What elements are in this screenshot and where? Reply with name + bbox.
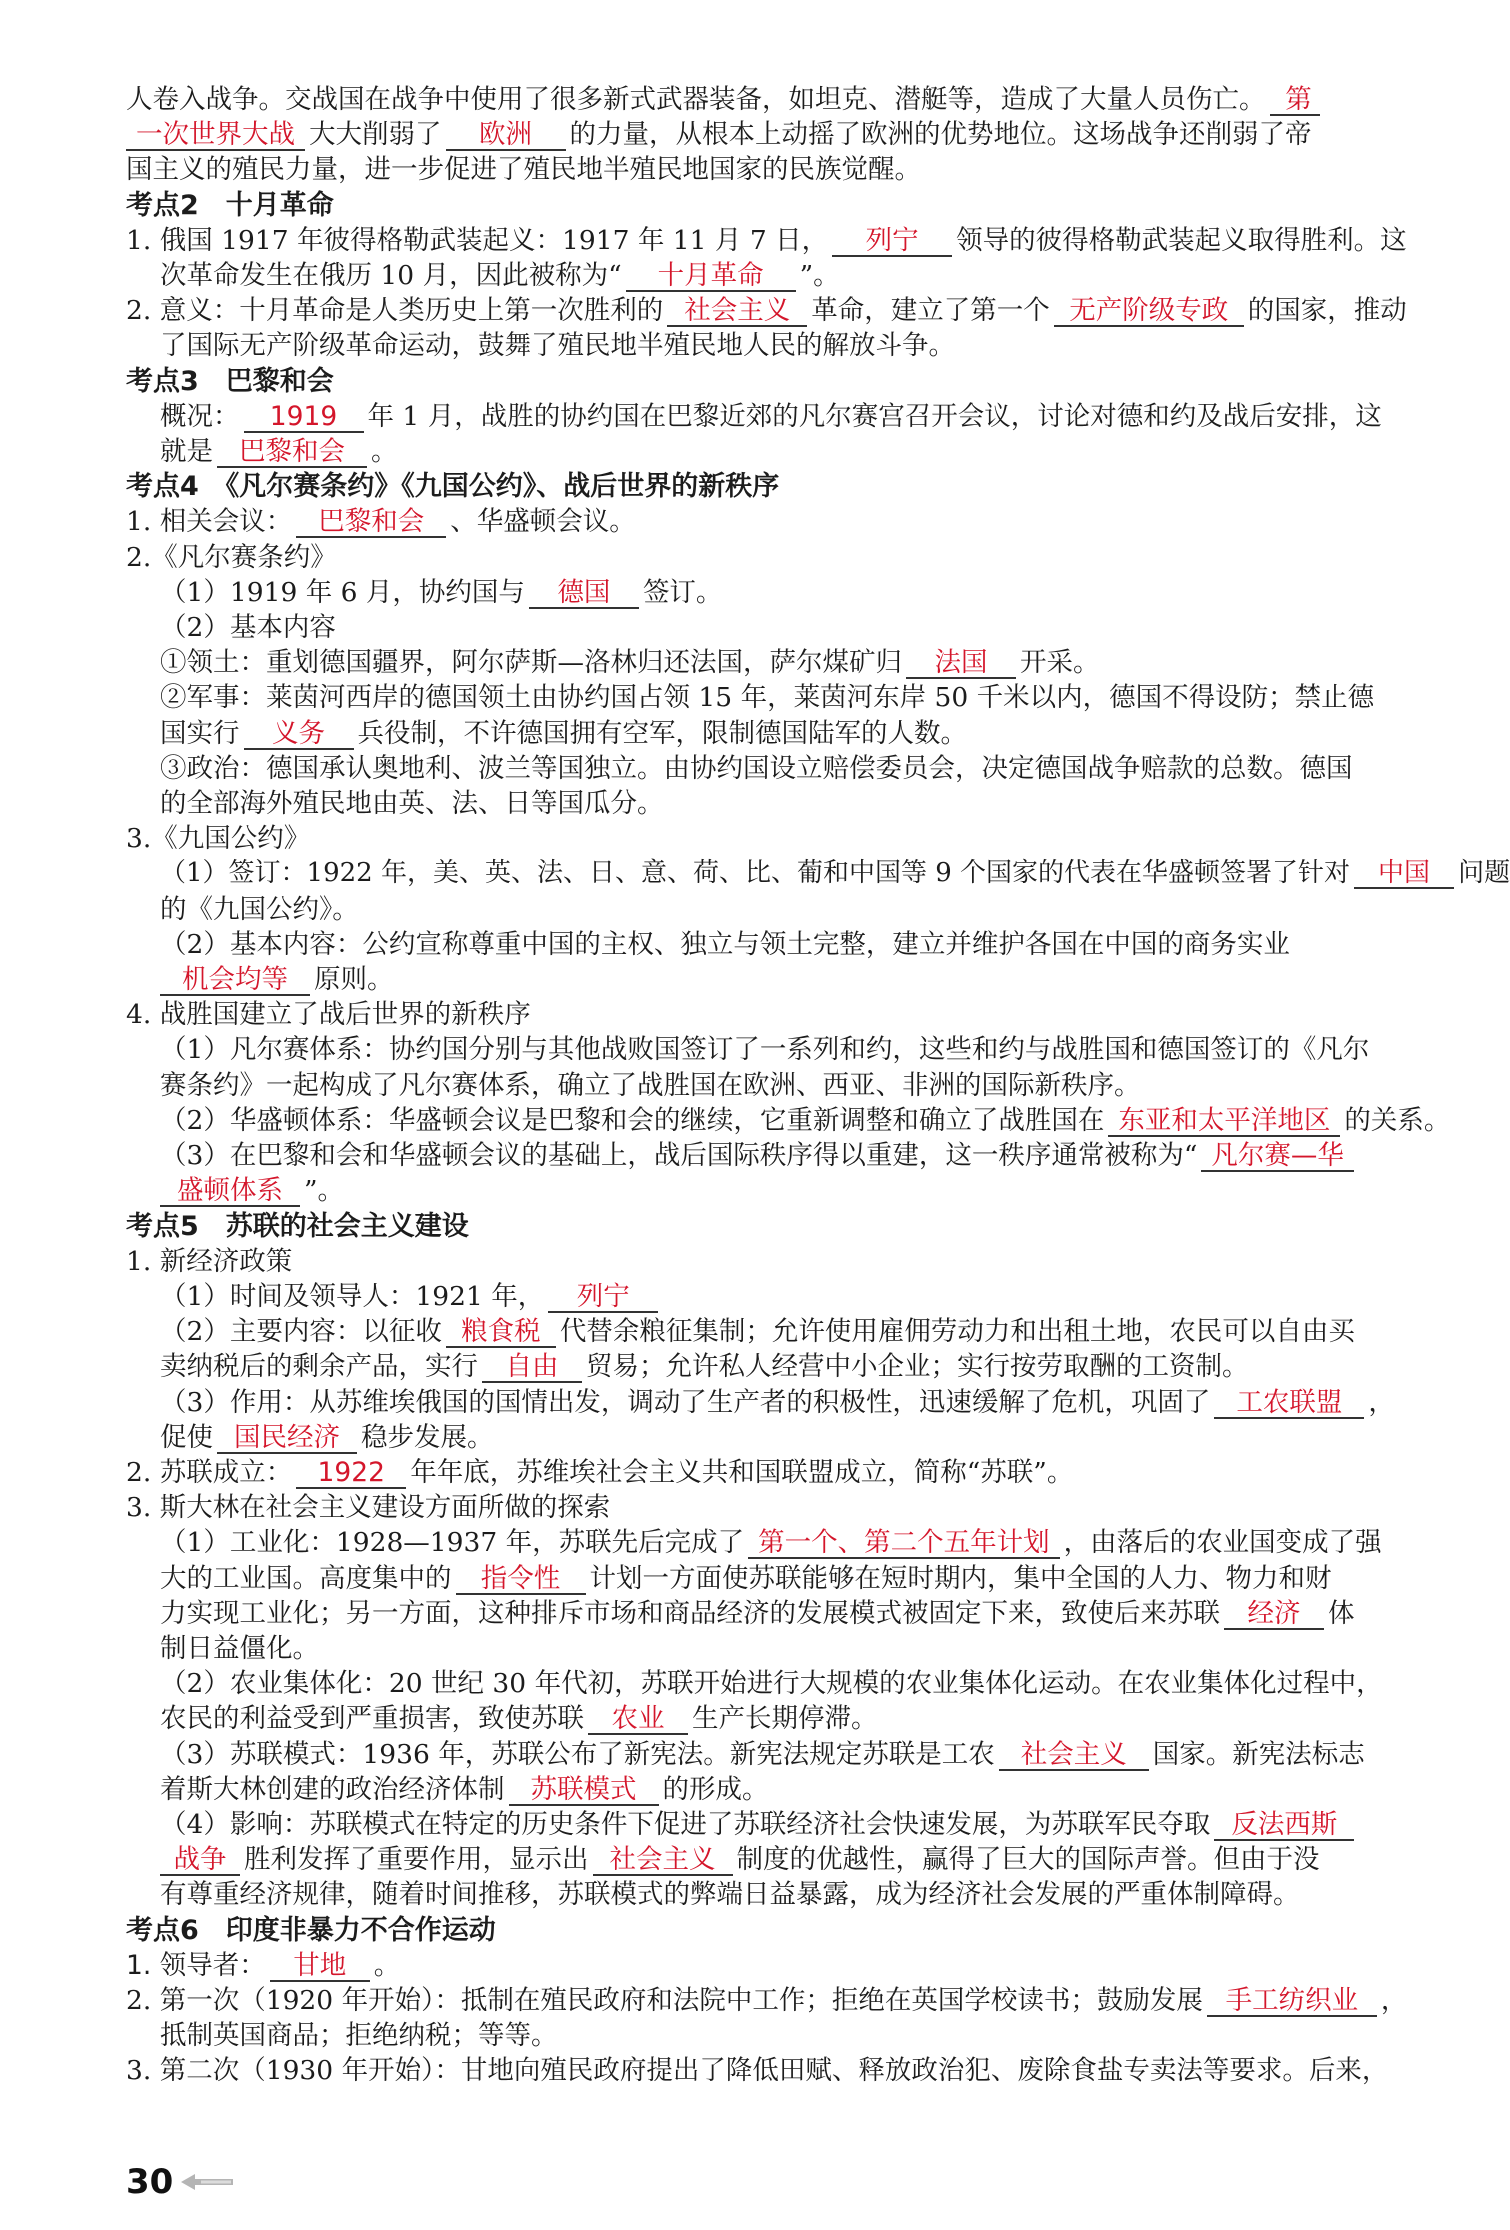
text-line: （4）影响：苏联模式在特定的历史条件下促进了苏联经济社会快速发展，为苏联军民夺取 反法西斯 (126, 1807, 1436, 1842)
text-line: （3）在巴黎和会和华盛顿会议的基础上，战后国际秩序得以重建，这一秩序通常被称为“ 凡尔赛—华 (126, 1138, 1436, 1173)
text-line: 国实行 义务 兵役制，不许德国拥有空军，限制德国陆军的人数。 (160, 717, 967, 749)
arrow-left-icon (181, 2172, 233, 2192)
answer-blank: 1919 (244, 403, 364, 433)
text-line: 3.《九国公约》 (126, 823, 311, 855)
text-line: （3）作用：从苏维埃俄国的国情出发，调动了生产者的积极性，迅速缓解了危机，巩固了 工农联盟 ， (160, 1386, 1395, 1418)
text-line: 2. 第一次（1920 年开始）：抵制在殖民政府和法院中工作；拒绝在英国学校读书；鼓励发展 手工纺织业 ， (126, 1984, 1408, 2016)
text-line: 一次世界大战 大大削弱了 欧洲 的力量，从根本上动摇了欧洲的优势地位。这场战争还削弱了帝 (126, 117, 1436, 152)
text-line: 促使 国民经济 稳步发展。 (160, 1421, 494, 1453)
text-line: 就是 巴黎和会 。 (160, 436, 398, 468)
section-heading: 考点6 印度非暴力不合作运动 (126, 1914, 496, 1946)
text-line: 大的工业国。高度集中的 指令性 计划一方面使苏联能够在短时期内，集中全国的人力、物力和财 (160, 1562, 1332, 1594)
section-heading: 考点5 苏联的社会主义建设 (126, 1210, 469, 1242)
answer-blank: 机会均等 (160, 966, 310, 996)
text-line: 制日益僵化。 (160, 1632, 319, 1664)
text-line: 2. 苏联成立： 1922 年年底，苏维埃社会主义共和国联盟成立，简称“苏联”。 (126, 1456, 1074, 1488)
text-line: （2）基本内容 (160, 612, 336, 644)
answer-blank: 德国 (529, 579, 639, 609)
answer-blank: 指令性 (456, 1565, 586, 1595)
text-line: （1）时间及领导人：1921 年， 列宁 (126, 1279, 1436, 1314)
text-line: 战争 胜利发挥了重要作用，显示出 社会主义 制度的优越性，赢得了巨大的国际声誉。但由于没 (126, 1842, 1436, 1877)
text-line: 机会均等 原则。 (126, 962, 1436, 997)
text-line: 的《九国公约》。 (160, 893, 359, 925)
answer-blank: 农业 (588, 1705, 688, 1735)
answer-blank: 甘地 (270, 1952, 370, 1982)
text-line: 抵制英国商品；拒绝纳税；等等。 (160, 2020, 558, 2052)
page-number: 30 (126, 2162, 174, 2202)
text-line: （1）凡尔赛体系：协约国分别与其他战败国签订了一系列和约，这些和约与战胜国和德国签订的《凡尔 (160, 1034, 1370, 1066)
text-line: （2）农业集体化：20 世纪 30 年代初，苏联开始进行大规模的农业集体化运动。在农业集体化过程中， (160, 1668, 1383, 1700)
page-content (126, 82, 1510, 2089)
text-line: （1）工业化：1928—1937 年，苏联先后完成了 第一个、第二个五年计划 ，由落后的农业国变成了强 (160, 1527, 1382, 1559)
answer-blank: 社会主义 (999, 1741, 1149, 1771)
section-heading: 考点3 巴黎和会 (126, 365, 334, 397)
answer-blank: 手工纺织业 (1207, 1987, 1377, 2017)
text-line: ②军事：莱茵河西岸的德国领土由协约国占领 15 年，莱茵河东岸 50 千米以内，德国不得设防；禁止德 (160, 682, 1375, 714)
answer-blank: 巴黎和会 (217, 438, 367, 468)
text-line: 次革命发生在俄历 10 月，因此被称为“ 十月革命 ”。 (160, 260, 840, 292)
text-line: 2. 意义：十月革命是人类历史上第一次胜利的 社会主义 革命，建立了第一个 无产阶级专政 的国家，推动 (126, 295, 1407, 327)
text-line: （1）签订：1922 年，美、英、法、日、意、荷、比、葡和中国等 9 个国家的代表在华盛顿签署了针对 中国 问题 (160, 858, 1510, 889)
text-line: 1. 新经济政策 (126, 1245, 293, 1277)
text-line: 1. 俄国 1917 年彼得格勒武装起义：1917 年 11 月 7 日， 列宁 领导的彼得格勒武装起义取得胜利。这 (126, 224, 1407, 256)
answer-blank: 粮食税 (446, 1318, 556, 1348)
answer-blank: 战争 (160, 1846, 240, 1876)
text-line: 着斯大林创建的政治经济体制 苏联模式 的形成。 (160, 1773, 769, 1805)
text-line: 3. 第二次（1930 年开始）：甘地向殖民政府提出了降低田赋、释放政治犯、废除食盐专卖法等要求。后来， (126, 2055, 1389, 2087)
answer-blank: 第一个、第二个五年计划 (748, 1529, 1060, 1559)
text-line: 卖纳税后的剩余产品，实行 自由 贸易；允许私人经营中小企业；实行按劳取酬的工资制。 (160, 1351, 1249, 1383)
answer-blank: 经济 (1224, 1600, 1324, 1630)
answer-blank: 社会主义 (667, 297, 807, 327)
text-line: 国主义的殖民力量，进一步促进了殖民地半殖民地国家的民族觉醒。 (126, 154, 921, 186)
text-line: ①领土：重划德国疆界，阿尔萨斯—洛林归还法国，萨尔煤矿归 法国 开采。 (160, 647, 1100, 679)
answer-blank: 东亚和太平洋地区 (1108, 1107, 1340, 1137)
text-line: 4. 战胜国建立了战后世界的新秩序 (126, 999, 531, 1031)
text-line: 农民的利益受到严重损害，致使苏联 农业 生产长期停滞。 (160, 1703, 878, 1735)
text-line: 2.《凡尔赛条约》 (126, 541, 337, 573)
answer-blank: 社会主义 (593, 1846, 733, 1876)
answer-blank: 第 (1270, 86, 1320, 116)
answer-blank: 1922 (296, 1459, 406, 1489)
answer-blank: 十月革命 (626, 262, 796, 292)
answer-blank: 无产阶级专政 (1054, 297, 1244, 327)
answer-blank: 凡尔赛—华 (1201, 1142, 1354, 1172)
text-line: 人卷入战争。交战国在战争中使用了很多新式武器装备，如坦克、潜艇等，造成了大量人员伤亡。 第 (126, 82, 1436, 117)
text-line: （2）主要内容：以征收 粮食税 代替余粮征集制；允许使用雇佣劳动力和出租土地，农民可以自由买 (160, 1316, 1355, 1348)
answer-blank: 列宁 (832, 227, 952, 257)
answer-blank: 巴黎和会 (296, 508, 446, 538)
text-line: （3）苏联模式：1936 年，苏联公布了新宪法。新宪法规定苏联是工农 社会主义 国家。新宪法标志 (160, 1738, 1365, 1770)
text-line: 了国际无产阶级革命运动，鼓舞了殖民地半殖民地人民的解放斗争。 (160, 330, 955, 362)
answer-blank: 列宁 (548, 1283, 658, 1313)
text-line: 盛顿体系 ”。 (126, 1173, 1436, 1208)
text-line: 有尊重经济规律，随着时间推移，苏联模式的弊端日益暴露，成为经济社会发展的严重体制障碍。 (160, 1879, 1300, 1911)
answer-blank: 苏联模式 (509, 1776, 659, 1806)
section-heading: 考点4 《凡尔赛条约》《九国公约》、战后世界的新秩序 (126, 471, 780, 503)
answer-blank: 一次世界大战 (126, 121, 305, 151)
answer-blank: 义务 (244, 720, 354, 750)
text-line: 3. 斯大林在社会主义建设方面所做的探索 (126, 1492, 611, 1524)
answer-blank: 法国 (906, 649, 1016, 679)
text-line: 概况： 1919 年 1 月，战胜的协约国在巴黎近郊的凡尔赛宫召开会议，讨论对德和约及战后安排，这 (160, 400, 1382, 432)
section-heading: 考点2 十月革命 (126, 189, 334, 221)
text-line: 的全部海外殖民地由英、法、日等国瓜分。 (160, 788, 664, 820)
answer-blank: 自由 (482, 1353, 582, 1383)
page-footer (126, 2162, 233, 2202)
text-line: ③政治：德国承认奥地利、波兰等国独立。由协约国设立赔偿委员会，决定德国战争赔款的总数。德国 (160, 752, 1353, 784)
text-line: （2）基本内容：公约宣称尊重中国的主权、独立与领土完整，建立并维护各国在中国的商务实业 (160, 928, 1290, 960)
answer-blank: 国民经济 (217, 1424, 357, 1454)
answer-blank: 反法西斯 (1214, 1811, 1354, 1841)
text-line: 赛条约》一起构成了凡尔赛体系，确立了战胜国在欧洲、西亚、非洲的国际新秩序。 (160, 1069, 1141, 1101)
text-line: （1）1919 年 6 月，协约国与 德国 签订。 (160, 576, 723, 608)
text-line: 1. 领导者： 甘地 。 (126, 1949, 401, 1981)
answer-blank: 欧洲 (446, 121, 566, 151)
text-line: 力实现工业化；另一方面，这种排斥市场和商品经济的发展模式被固定下来，致使后来苏联 经济 体 (160, 1597, 1355, 1629)
answer-blank: 中国 (1354, 859, 1454, 889)
text-line: 1. 相关会议： 巴黎和会 、华盛顿会议。 (126, 506, 636, 538)
text-line: （2）华盛顿体系：华盛顿会议是巴黎和会的继续，它重新调整和确立了战胜国在 东亚和太平洋地区 的关系。 (160, 1104, 1451, 1136)
answer-blank: 盛顿体系 (160, 1177, 300, 1207)
answer-blank: 工农联盟 (1214, 1389, 1364, 1419)
